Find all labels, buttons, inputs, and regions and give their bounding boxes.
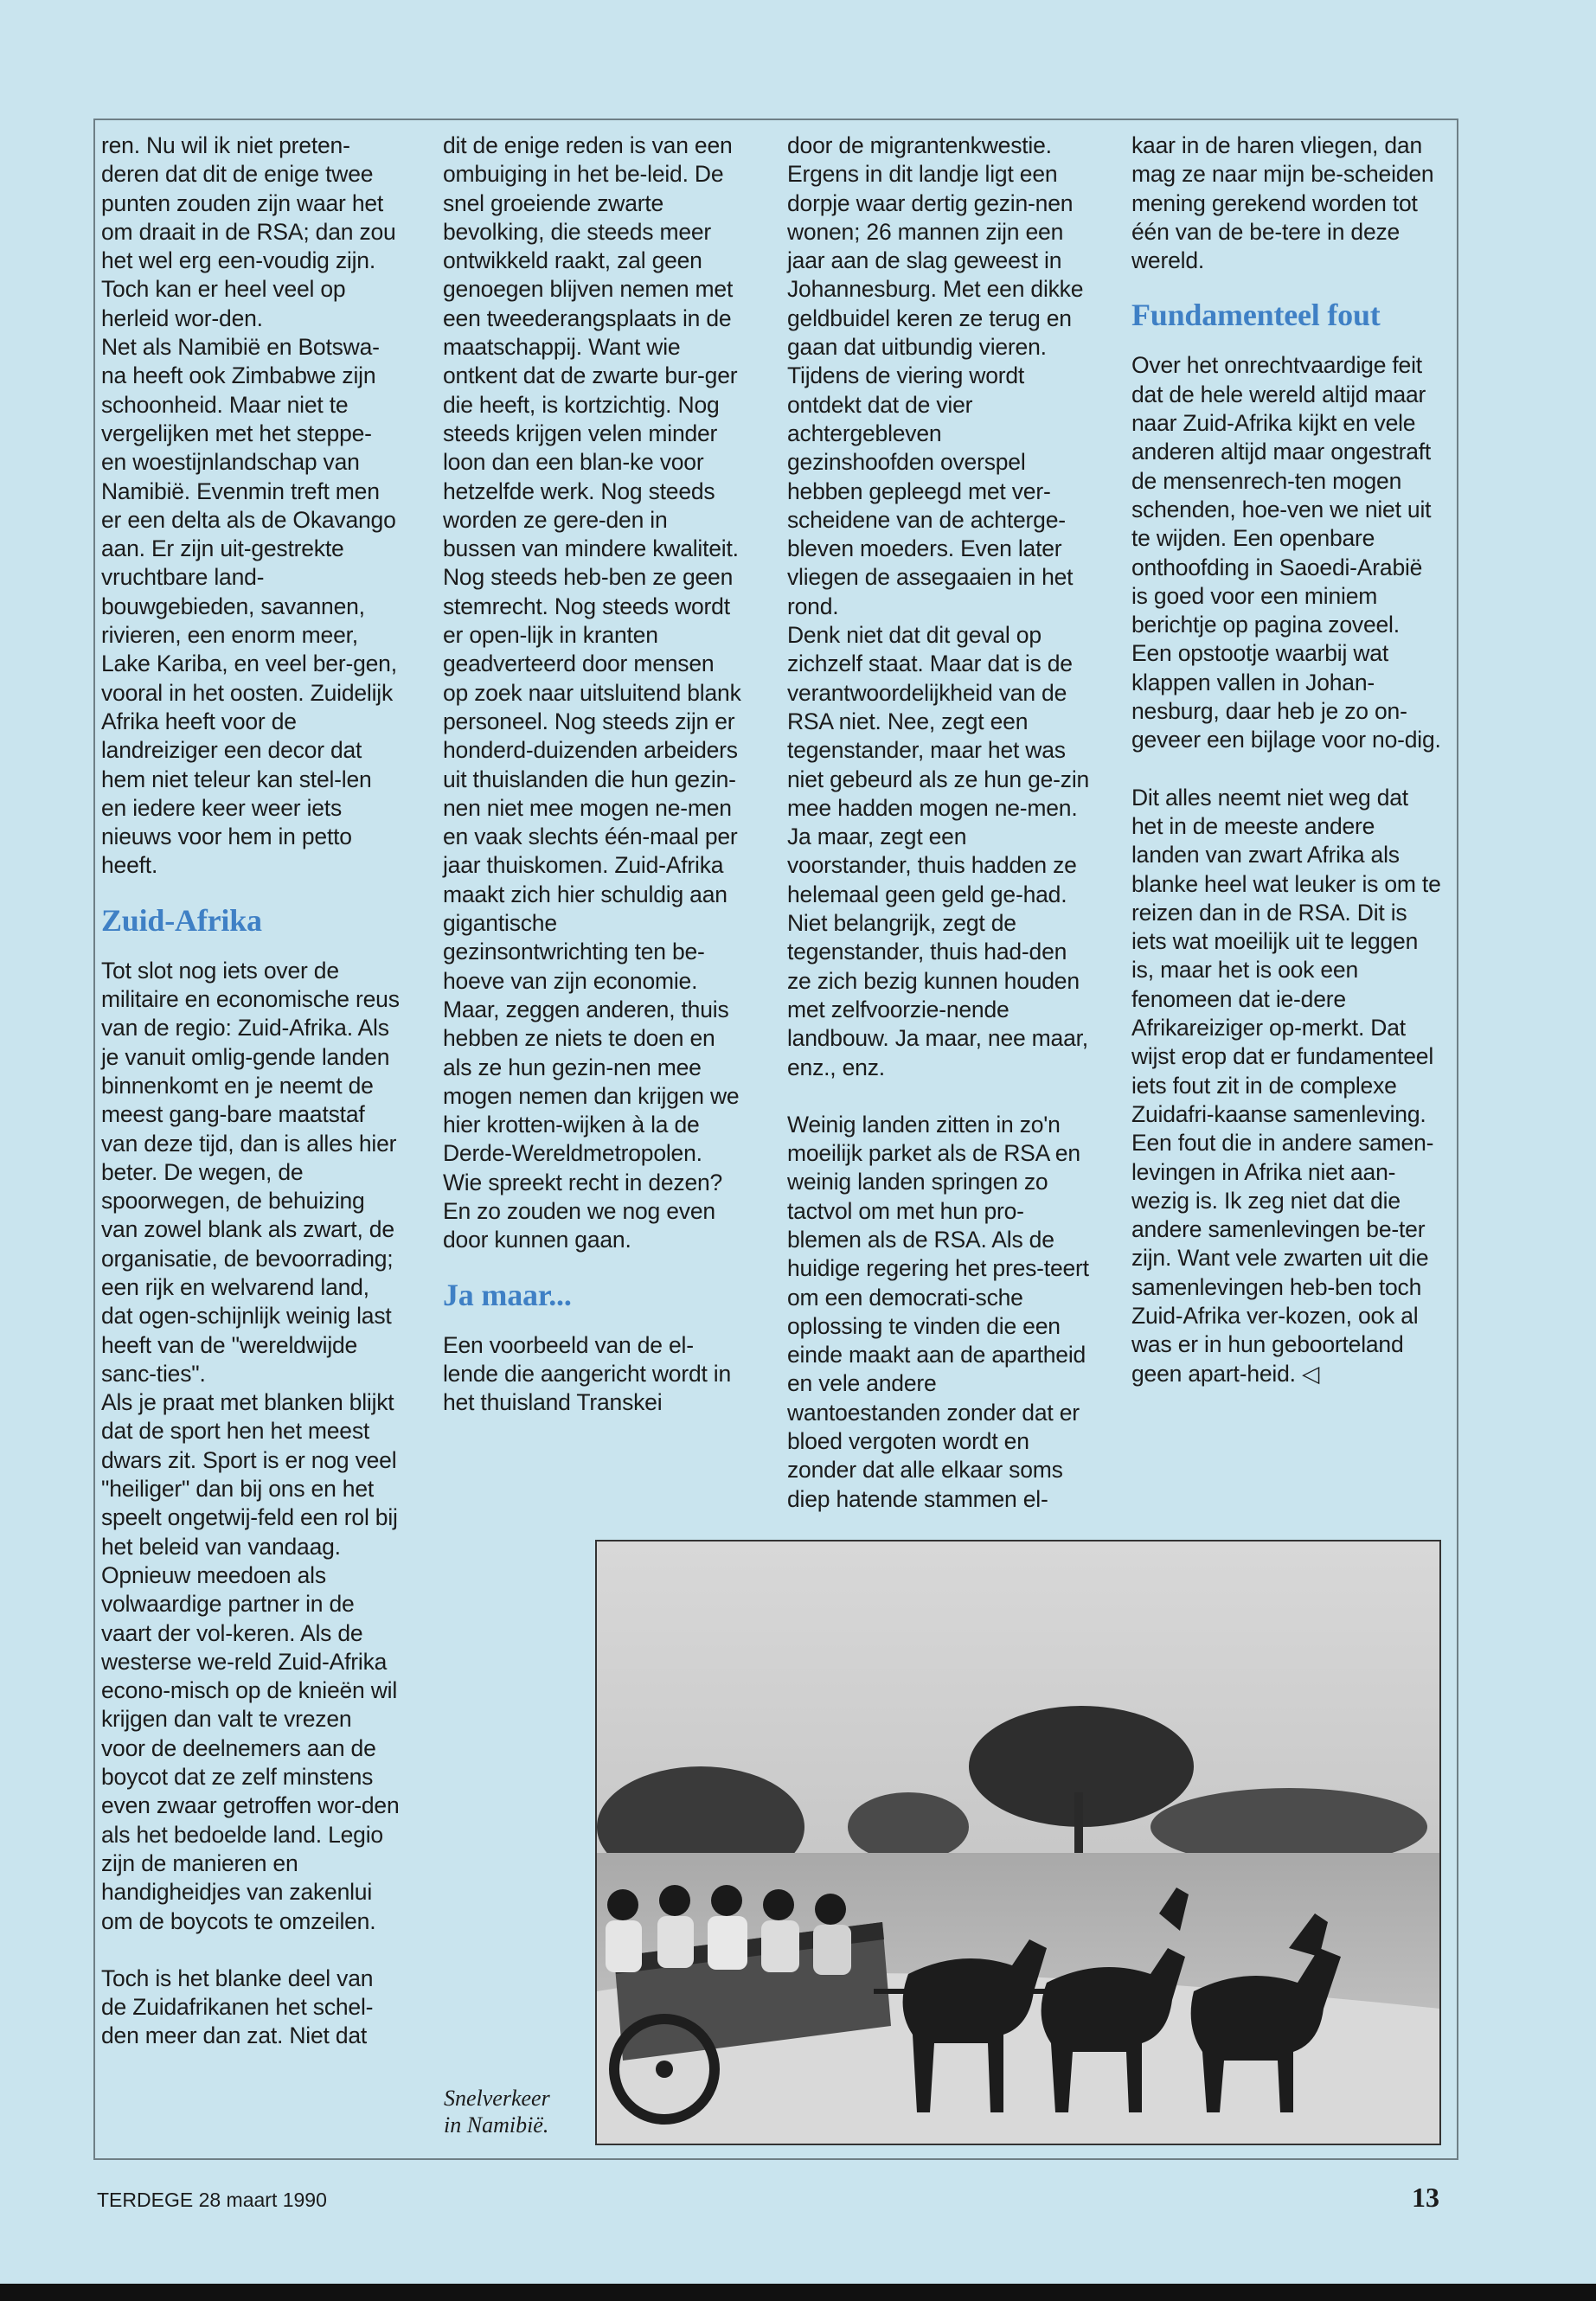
paragraph: Tot slot nog iets over de militaire en economische reus van de regio: Zuid-Afrika. Als je vanuit omlig-gende landen binnenkomt en je neemt de meest gang-bare maatstaf van deze tijd, dan is alles hier beter. De wegen, de spoorwegen, de behuizing van zowel blank als zwart, de organisatie, de bevoorrading; een rijk en welvarend land, dat ogen-schijnlijk weinig last heeft van de "wereldwijde sanc-ties". xyxy=(101,957,400,1387)
caption-line: Snelverkeer xyxy=(444,2086,550,2111)
column-3 xyxy=(787,131,1094,1514)
footer-magazine-date: TERDEGE 28 maart 1990 xyxy=(97,2189,327,2211)
column-1 xyxy=(101,131,400,2051)
paragraph: Een voorbeeld van de el-lende die aangericht wordt in het thuisland Transkei xyxy=(443,1331,732,1416)
paragraph: Als je praat met blanken blijkt dat de sport hen het meest dwars zit. Sport is er nog veel "heiliger" dan bij ons en het speelt ongetwij-feld een rol bij het beleid van vandaag. Opnieuw meedoen als volwaardige partner in de vaart der vol-keren. Als de westerse we-reld Zuid-Afrika econo-misch op de knieën wil krijgen dan valt te vrezen voor de deelnemers aan de boycot dat ze zelf minstens even zwaar getroffen wor-den als het bedoelde land. Legio zijn de manieren en handigheidjes van zakenlui om de boycots te omzeilen. xyxy=(101,1389,400,1934)
section-heading-ja-maar: Ja maar... xyxy=(443,1277,572,1312)
paragraph: Net als Namibië en Botswa-na heeft ook Zimbabwe zijn schoonheid. Maar niet te vergelijken met het steppe- en woestijnlandschap van Namibië. Evenmin treft men er een delta als de Okavango aan. Er zijn uit-gestrekte vruchtbare land-bouwgebieden, savannen, rivieren, een enorm meer, Lake Kariba, en veel ber-gen, vooral in het oosten. Zuidelijk Afrika heeft voor de landreiziger een decor dat hem niet teleur kan stel-len en iedere keer weer iets nieuws voor hem in petto heeft. xyxy=(101,334,397,879)
paragraph: Toch is het blanke deel van de Zuidafrikanen het schel-den meer dan zat. Niet dat xyxy=(101,1965,374,2049)
section-heading-zuid-afrika: Zuid-Afrika xyxy=(101,902,262,938)
column-4 xyxy=(1131,131,1443,1388)
paragraph: Dit alles neemt niet weg dat het in de meeste andere landen van zwart Afrika als blanke heel wat leuker is om te reizen dan in de RSA. Dit is iets wat moeilijk uit te leggen is, maar het is ook een fenomeen dat ie-dere Afrikareiziger op-merkt. Dat wijst erop dat er fundamenteel iets fout zit in de complexe Zuidafri-kaanse samenleving. Een fout die in andere samen-levingen in Afrika niet aan-wezig is. Ik zeg niet dat die andere samenlevingen be-ter zijn. Want vele zwarten uit die samenlevingen heb-ben toch Zuid-Afrika ver-kozen, ook al was er in hun geboorteland geen apart-heid. ◁ xyxy=(1131,784,1441,1387)
photo-caption xyxy=(444,2085,591,2138)
caption-line: in Namibië. xyxy=(444,2112,549,2138)
column-2 xyxy=(443,131,741,1417)
section-heading-fundamenteel-fout: Fundamenteel fout xyxy=(1131,298,1381,333)
paragraph: dit de enige reden is van een ombuiging in het be-leid. De snel groeiende zwarte bevolking, die steeds meer ontwikkeld raakt, zal geen genoegen blijven nemen met een tweederangsplaats in de maatschappij. Want wie ontkent dat de zwarte bur-ger die heeft, is kortzichtig. Nog steeds krijgen velen minder loon dan een blan-ke voor hetzelfde werk. Nog steeds worden ze gere-den in bussen van mindere kwaliteit. Nog steeds heb-ben ze geen stemrecht. Nog steeds wordt er open-lijk in kranten geadverteerd door mensen op zoek naar uitsluitend blank personeel. Nog steeds zijn er honderd-duizenden arbeiders uit thuislanden die hun gezin-nen niet mee mogen ne-men en vaak slechts één-maal per jaar thuiskomen. Zuid-Afrika maakt zich hier schuldig aan gigantische gezinsontwrichting ten be-hoeve van zijn economie. Maar, zeggen anderen, thuis hebben ze niets te doen en als ze hun gezin-nen mee mogen nemen dan krijgen we hier krotten-wijken à la de Derde-Wereldmetropolen. Wie spreekt recht in dezen? En zo zouden we nog even door kunnen gaan. xyxy=(443,132,741,1253)
page-number: 13 xyxy=(1412,2182,1439,2213)
donkey-cart-photo xyxy=(595,1540,1441,2145)
paragraph: door de migrantenkwestie. Ergens in dit landje ligt een dorpje waar dertig gezin-nen wonen; 26 mannen zijn een jaar aan de slag geweest in Johannesburg. Met een dikke geldbuidel keren ze terug en gaan dat uitbundig vieren. Tijdens de viering wordt ontdekt dat de vier achtergebleven gezinshoofden overspel hebben gepleegd met ver-scheidene van de achterge-bleven moeders. Even later vliegen de assegaaien in het rond. xyxy=(787,132,1084,619)
paragraph: Een opstootje waarbij wat klappen vallen in Johan-nesburg, daar heb je zo on-geveer een bijlage voor no-dig. xyxy=(1131,640,1441,753)
paragraph: Over het onrechtvaardige feit dat de hele wereld altijd maar naar Zuid-Afrika kijkt en vele anderen altijd maar ongestraft de mensenrech-ten mogen schenden, hoe-ven we niet uit te wijden. Een openbare onthoofding in Saoedi-Arabië is goed voor een miniem berichtje op pagina zoveel. xyxy=(1131,352,1432,638)
paragraph: Denk niet dat dit geval op zichzelf staat. Maar dat is de verantwoordelijkheid van de RSA niet. Nee, zegt een tegenstander, maar het was niet gebeurd als ze hun ge-zin mee hadden mogen ne-men. Ja maar, zegt een voorstander, thuis hadden ze helemaal geen geld ge-had. Niet belangrijk, zegt de tegenstander, thuis had-den ze zich bezig kunnen houden met zelfvoorzie-nende landbouw. Ja maar, nee maar, enz., enz. xyxy=(787,622,1090,1080)
photo-illustration xyxy=(597,1541,1439,2144)
paragraph: Weinig landen zitten in zo'n moeilijk parket als de RSA en weinig landen springen zo tactvol om met hun pro-blemen als de RSA. Als de huidige regering het pres-teert om een democrati-sche oplossing te vinden die een einde maakt aan de apartheid en vele andere wantoestanden zonder dat er bloed vergoten wordt en zonder dat alle elkaar soms diep hatende stammen el- xyxy=(787,1111,1089,1512)
paragraph: kaar in de haren vliegen, dan mag ze naar mijn be-scheiden mening gerekend worden tot één van de be-tere in deze wereld. xyxy=(1131,132,1434,274)
paragraph: ren. Nu wil ik niet preten-deren dat dit de enige twee punten zouden zijn waar het om draait in de RSA; dan zou het wel erg een-voudig zijn. Toch kan er heel veel op herleid wor-den. xyxy=(101,132,396,331)
